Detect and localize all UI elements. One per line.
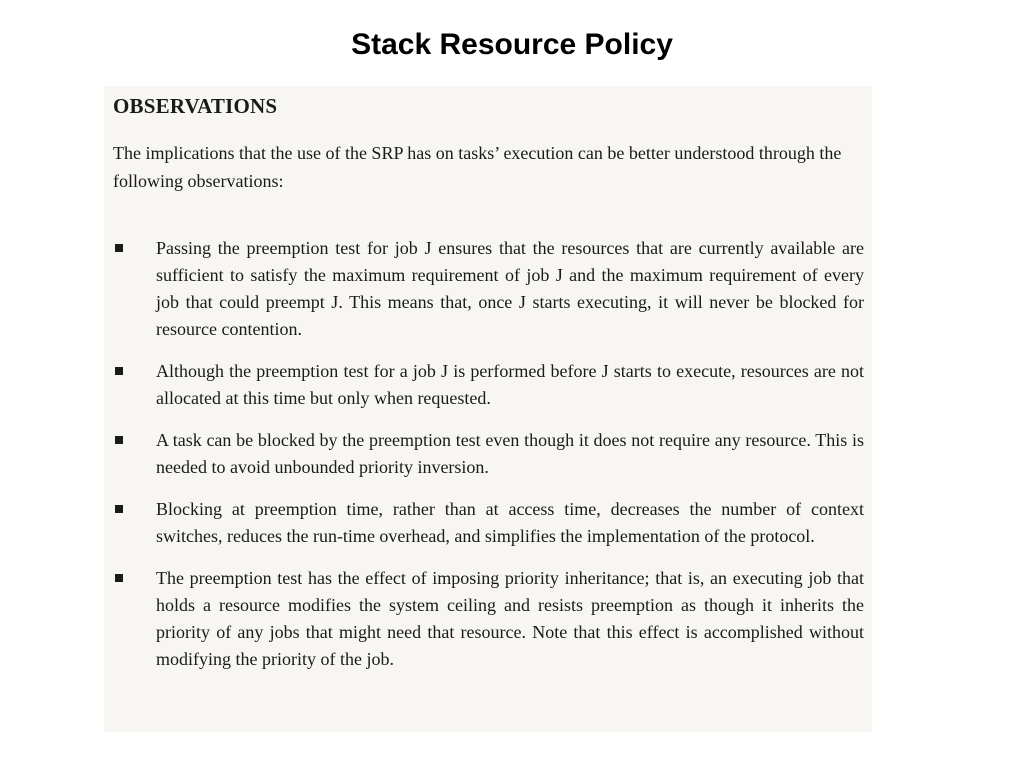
observation-text: Although the preemption test for a job J is performed before J starts to execute, resources are not allocated at this time but only when requested. <box>156 361 864 408</box>
slide-title: Stack Resource Policy <box>351 28 673 61</box>
square-bullet-icon <box>115 505 123 513</box>
scanned-page <box>104 86 872 732</box>
square-bullet-icon <box>115 244 123 252</box>
square-bullet-icon <box>115 436 123 444</box>
observation-text: A task can be blocked by the preemption test even though it does not require any resource. This is needed to avoid unbounded priority inversion. <box>156 430 864 477</box>
list-item <box>113 496 864 550</box>
list-item <box>113 565 864 673</box>
observation-text: Passing the preemption test for job J ensures that the resources that are currently available are sufficient to satisfy the maximum requirement of job J and the maximum requirement of every job that could preempt J. This means that, once J starts executing, it will never be blocked for resource contention. <box>156 238 864 339</box>
observation-text: Blocking at preemption time, rather than at access time, decreases the number of context switches, reduces the run-time overhead, and simplifies the implementation of the protocol. <box>156 499 864 546</box>
observations-list <box>113 235 864 673</box>
square-bullet-icon <box>115 367 123 375</box>
list-item <box>113 427 864 481</box>
square-bullet-icon <box>115 574 123 582</box>
observation-text: The preemption test has the effect of imposing priority inheritance; that is, an executing job that holds a resource modifies the system ceiling and resists preemption as though it inherits the priority of any jobs that might need that resource. Note that this effect is accomplished without modifying the priority of the job. <box>156 568 864 669</box>
intro-paragraph: The implications that the use of the SRP has on tasks’ execution can be better understood through the following observations: <box>113 143 842 191</box>
section-heading: OBSERVATIONS <box>113 94 278 118</box>
list-item <box>113 358 864 412</box>
list-item <box>113 235 864 343</box>
